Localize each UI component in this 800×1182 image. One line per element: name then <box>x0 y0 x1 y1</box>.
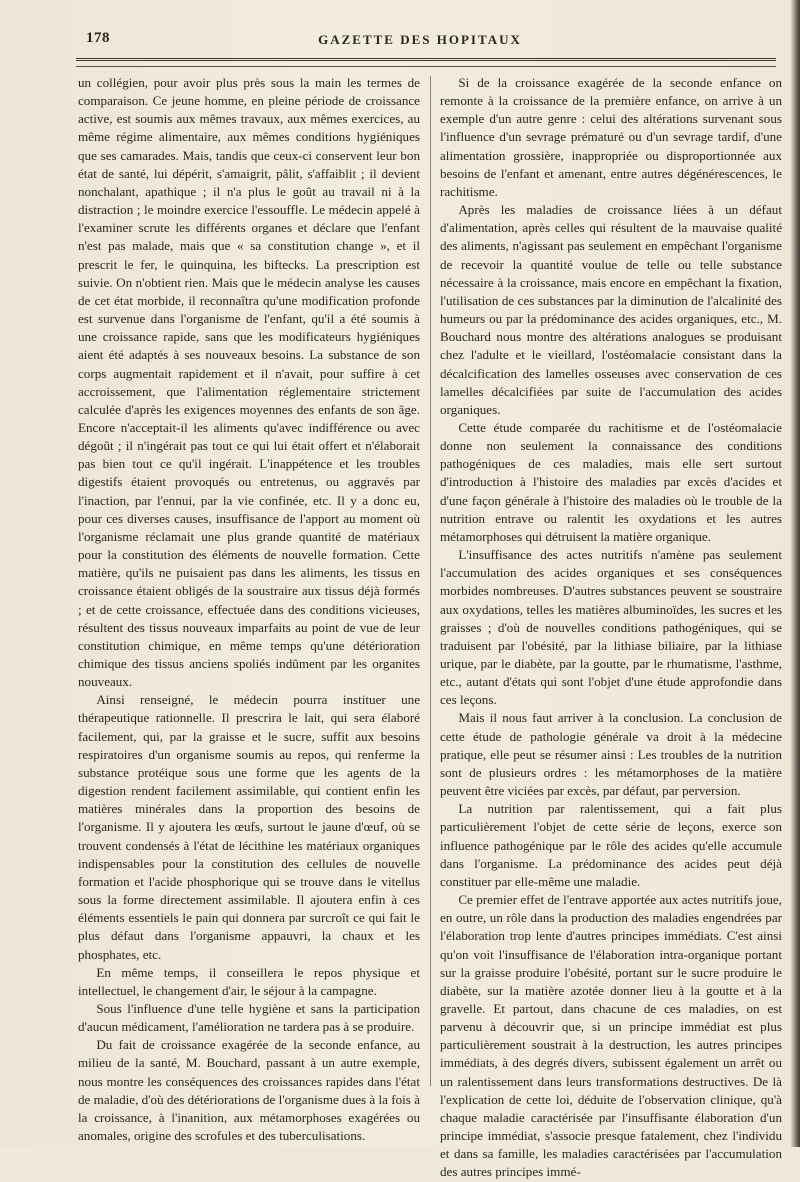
paragraph: Cette étude comparée du rachitisme et de l'ostéomalacie donne non seulement la connaissance des conditions pathogéniques de ces maladies, mais elle sert surtout d'introduction à l'histoire des maladies par excès d'acides et d'une façon générale à l'histoire des maladies où le trouble de la nutrition entrave ou ralentit les oxydations et les autres métamorphoses qui détruisent la matière organique. <box>440 419 782 544</box>
paragraph: un collégien, pour avoir plus près sous la main les termes de comparaison. Ce jeune homme, en pleine période de croissance active, est soumis aux mêmes travaux, aux mêmes exercices, au même régime alimentaire, aux mêmes conditions hygiéniques que ses camarades. Mais, tandis que ceux-ci conservent leur bon état de santé, lui dépérit, s'amaigrit, pâlit, s'affaiblit ; il devient nonchalant, apathique ; il n'a plus le goût au travail ni à la distraction ; le moindre exercice l'essouffle. Le médecin appelé à l'examiner scrute les différents organes et déclare que l'enfant n'est pas malade, mais que « sa constitution change », et il prescrit le fer, le quinquina, les biftecks. La prescription est suivie. On n'obtient rien. Mais que le médecin analyse les causes de cet état morbide, il reconnaîtra qu'une modification profonde est survenue dans l'organisme de l'enfant, qu'il a été soumis à une croissance rapide, sans que les modificateurs hygiéniques aient été adaptés à ses nouveaux besoins. La substance de son corps augmentait rapidement et il n'avait, pour suffire à cet accroissement, que l'alimentation réglementaire strictement calculée d'après les exigences moyennes des enfants de son âge. Encore n'acceptait-il les aliments qu'avec indifférence ou avec dégoût ; il n'ingérait pas tout ce qui lui était offert et n'élaborait pas bien tout ce qu'il ingérait. L'inappétence et les troubles digestifs étaient provoqués ou entretenus, ou aggravés par l'inaction, par l'ennui, par la vie confinée, etc. Il y a donc eu, pour ces diverses causes, insuffisance de l'apport au moment où l'organisme réclamait une plus grande quantité de matériaux pour la constitution des éléments de nouvelle formation. Cette matière, qu'ils ne puisaient pas dans les aliments, les tissus en croissance étaient obligés de la soustraire aux tissus déjà formés ; et de cette croissance, effectuée dans des conditions vicieuses, résultent des tissus nouveaux imparfaits au point de vue de leur constitution chimique, en même temps qu'une détérioration chimique des tissus anciens spoliés indûment par les organites nouveaux. <box>78 75 420 690</box>
paragraph: Ainsi renseigné, le médecin pourra instituer une thérapeutique rationnelle. Il prescrira le lait, qui sera élaboré facilement, qui, par la graisse et le sucre, suffit aux besoins respiratoires d'un organisme soumis au repos, qui renferme la substance protéique sous une forme que les agents de la digestion rendent facilement assimilable, qui contient enfin les matières minérales dans la proportion des besoins de l'organisme. Il y ajoutera les œufs, surtout le jaune d'œuf, où se trouvent condensés à l'état de lécithine les matériaux organiques indispensables pour la constitution des cellules de nouvelle formation et l'acide phosphorique qui se trouve dans le vitellus sous la forme directement assimilable. Il ajoutera enfin à ces éléments essentiels le pain qui donnera par surcroît ce qui fait le plus défaut dans l'organisme appauvri, la chaux et les phosphates, etc. <box>78 692 420 962</box>
paragraph: En même temps, il conseillera le repos physique et intellectuel, le changement d'air, le séjour à la campagne. <box>78 964 420 998</box>
paragraph: Ce premier effet de l'entrave apportée aux actes nutritifs joue, en outre, un rôle dans la production des maladies engendrées par l'élaboration trop lente d'autres principes immédiats. C'est ainsi qu'on voit l'insuffisance de l'élaboration intra-organique portant sur la graisse produire l'obésité, portant sur le sucre produire le diabète, sur la matière azotée donner lieu à la goutte et à la gravelle. Et partout, dans chacune de ces maladies, on est parvenu à découvrir que, si un principe immédiat est plus particulièrement soustrait à la destruction, les autres principes immédiats, à des degrés divers, subissent également un arrêt ou un ralentissement dans leurs transformations destructives. De là l'explication de cette loi, déduite de l'observation clinique, qu'à chaque maladie caractérisée par l'insuffisante élaboration d'un principe immédiat, s'associe presque fatalement, chez l'individu et dans sa famille, les maladies caractérisées par l'accumulation des autres principes immé- <box>440 892 782 1180</box>
page-edge-shadow <box>790 0 800 1147</box>
paragraph: Mais il nous faut arriver à la conclusion. La conclusion de cette étude de pathologie générale va droit à la médecine pratique, elle peut se résumer ainsi : Les troubles de la nutrition sont de plusieurs ordres : les métamorphoses de la matière peuvent être viciées par excès, par défaut, par perversion. <box>440 710 782 799</box>
left-column <box>78 74 420 1145</box>
paragraph: L'insuffisance des actes nutritifs n'amène pas seulement l'accumulation des acides organiques et ses conséquences morbides nombreuses. D'autres substances peuvent se soustraire aux oxydations, telles les matières albuminoïdes, les sucres et les graisses ; d'où de nouvelles conditions pathogéniques, qui se traduisent par l'obésité, par la lithiase biliaire, par la lithiase urique, par le diabète, par la goutte, par le rhumatisme, l'asthme, etc., autant d'états qui sont l'objet d'une étude approfondie dans ces leçons. <box>440 547 782 708</box>
right-column <box>440 74 782 1182</box>
paragraph: La nutrition par ralentissement, qui a fait plus particulièrement l'objet de cette série de leçons, exerce son influence pathogénique par le rôle des acides qu'elle accumule dans l'organisme. La prédominance des acides peut déjà constituer par elle-même une maladie. <box>440 801 782 889</box>
paragraph: Après les maladies de croissance liées à un défaut d'alimentation, après celles qui résultent de la mauvaise qualité des aliments, n'agissant pas seulement en empêchant l'organisme de recevoir la quantité voulue de telle ou telle substance nécessaire à la croissance, mais encore en empêchant la fixation, l'utilisation de ces substances par la diminution de l'alcalinité des humeurs ou par la prédominance des acides organiques, etc., M. Bouchard nous montre des altérations analogues se produisant chez l'adulte et le vieillard, l'ostéomalacie consistant dans la décalcification des lamelles osseuses avec conservation de ces lamelles décalcifiées par suite de l'accumulation des acides organiques. <box>440 202 782 417</box>
page-header <box>60 30 780 56</box>
page-number: 178 <box>86 30 110 46</box>
paragraph: Si de la croissance exagérée de la seconde enfance on remonte à la croissance de la première enfance, on arrive à un exemple d'un autre genre : celui des altérations survenant sous l'influence d'un sevrage prématuré ou d'un sevrage tardif, d'une alimentation grossière, inappropriée ou disproportionnée aux besoins de l'enfant et amenant, entre autres dégénérescences, le rachitisme. <box>440 75 782 199</box>
journal-title: GAZETTE DES HOPITAUX <box>318 32 522 47</box>
column-divider <box>430 76 431 1086</box>
paragraph: Du fait de croissance exagérée de la seconde enfance, au milieu de la santé, M. Bouchard, passant à un autre exemple, nous montre les conséquences des croissances rapides dans l'état de maladie, d'où des détériorations de l'organisme dues à la fois à la croissance, à l'inanition, aux métamorphoses exagérées ou anomales, origine des scrofules et des tuberculisations. <box>78 1037 420 1144</box>
header-rule <box>76 58 776 61</box>
paragraph: Sous l'influence d'une telle hygiène et sans la participation d'aucun médicament, l'amélioration ne tardera pas à se produire. <box>78 1000 420 1035</box>
header-rule-thin <box>76 66 776 67</box>
